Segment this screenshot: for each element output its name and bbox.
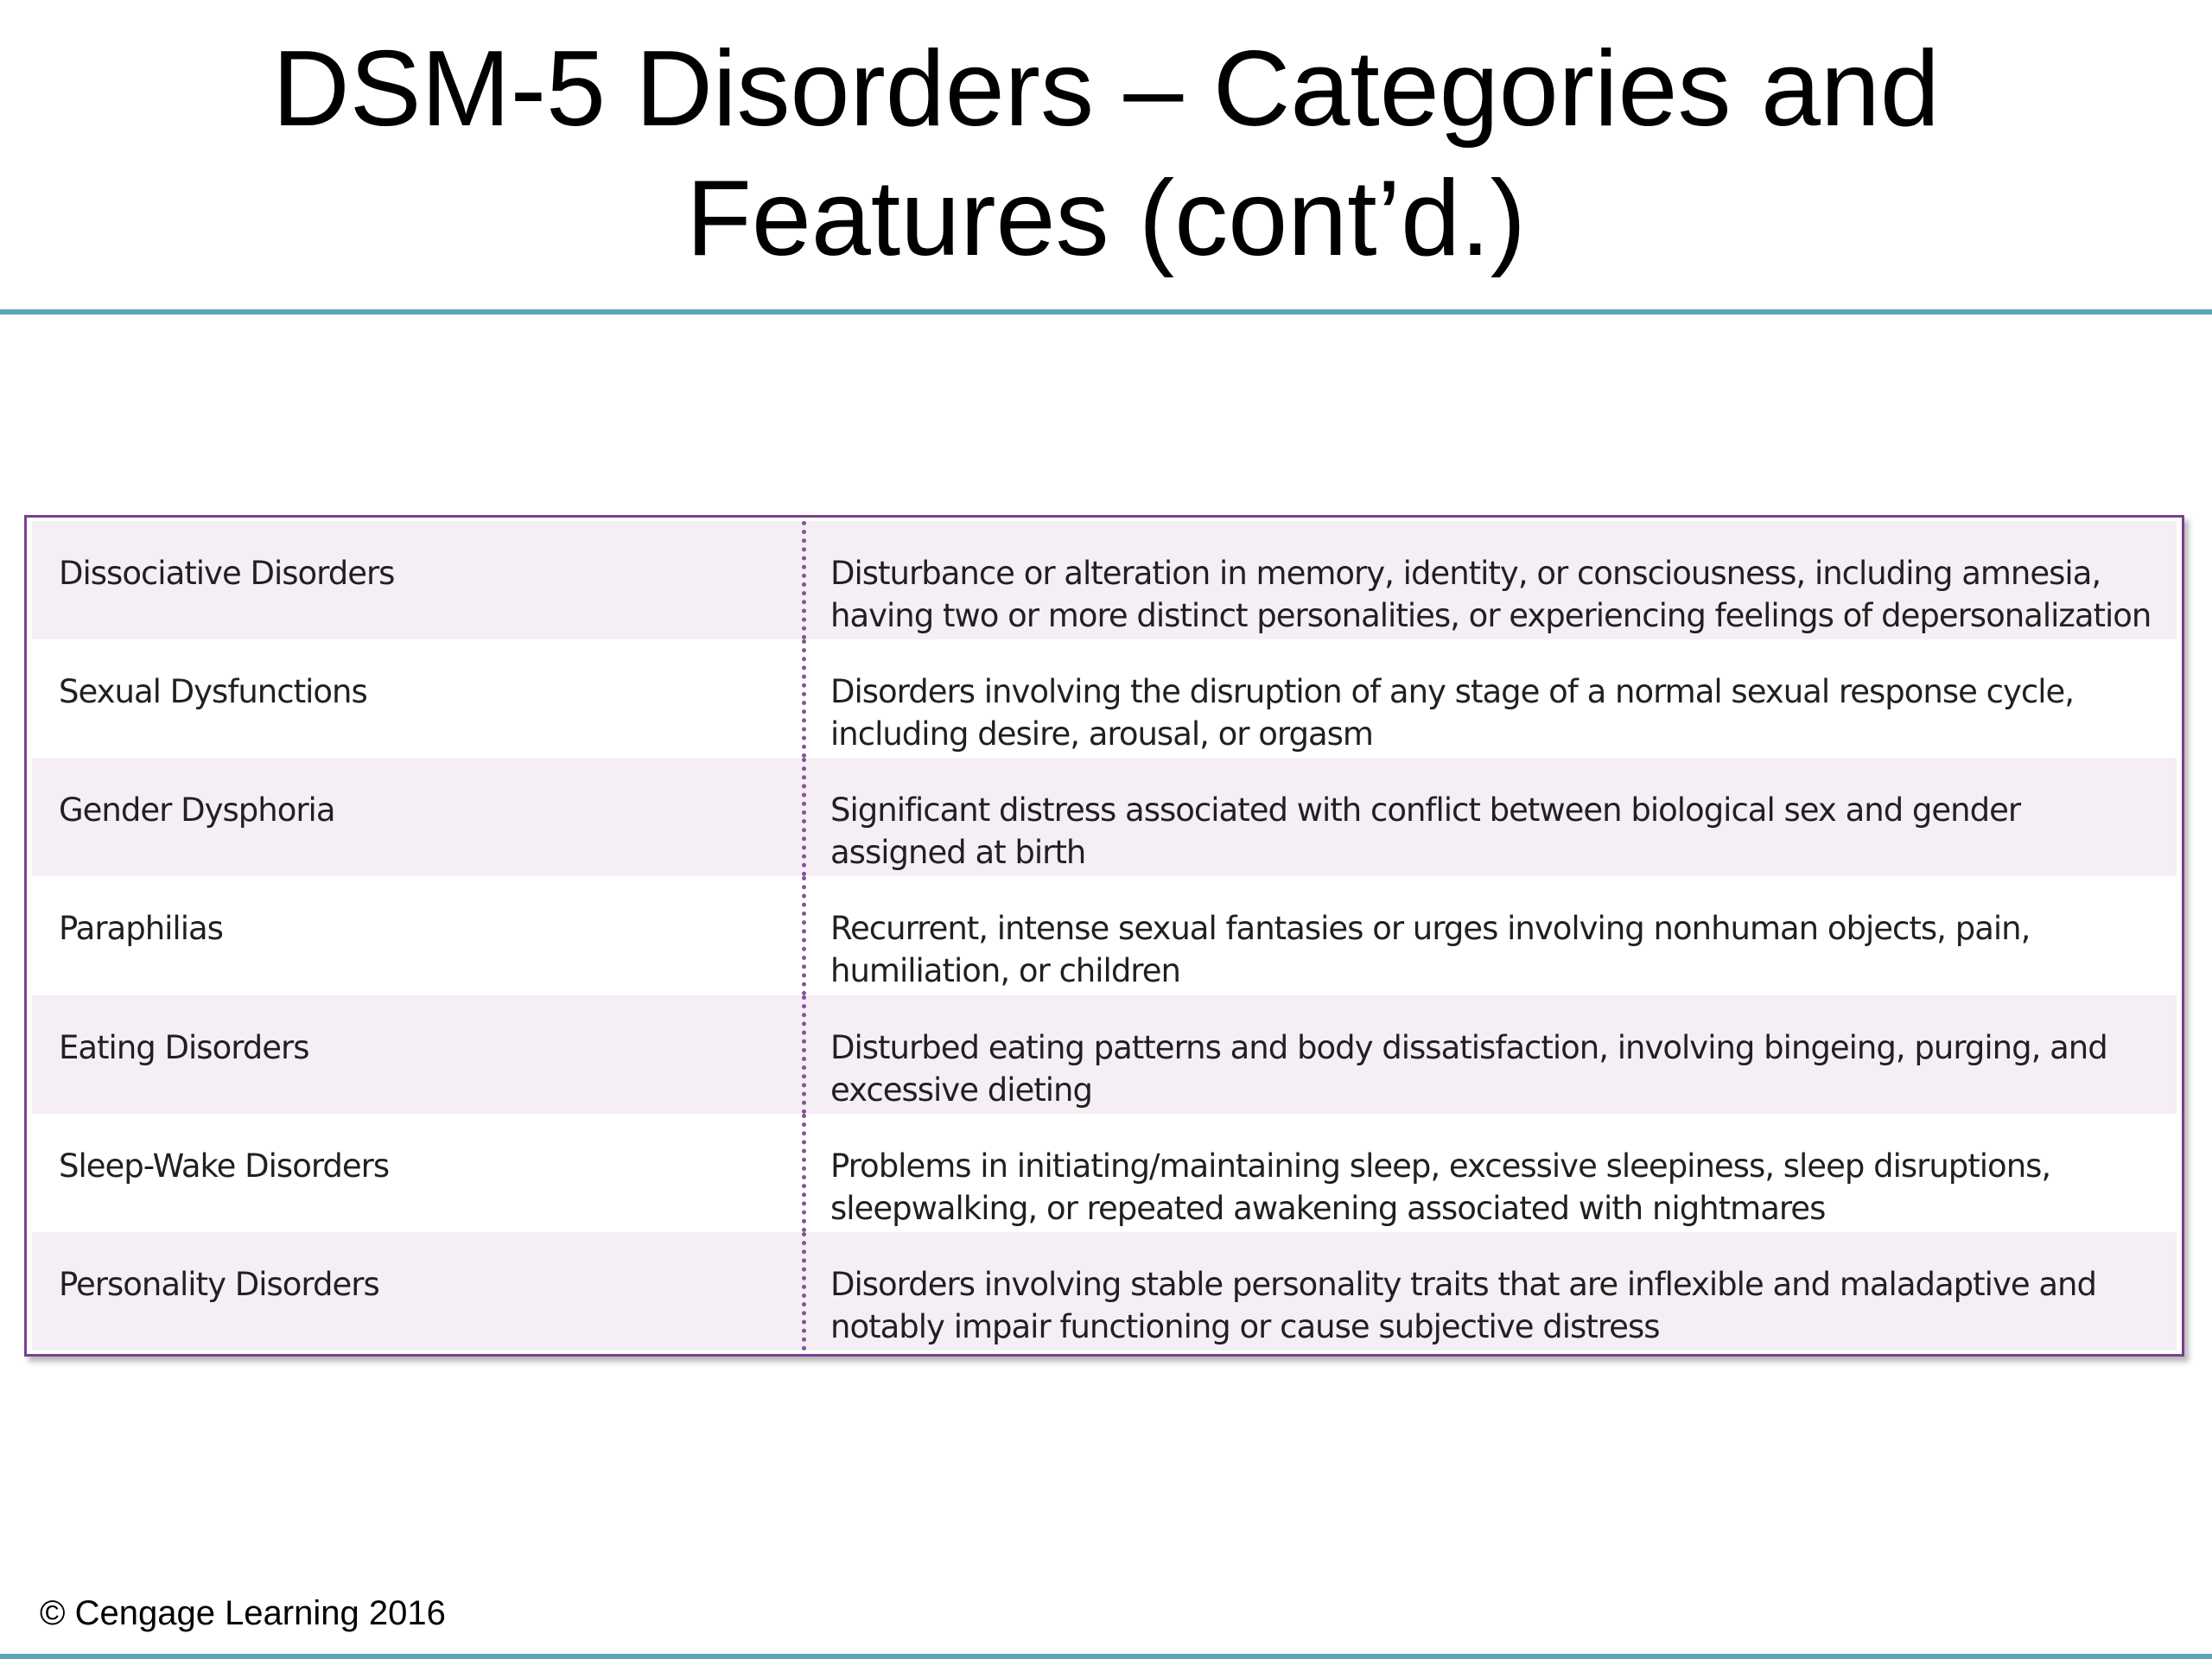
table-row	[32, 521, 2177, 639]
slide-title-line-1: DSM-5 Disorders – Categories and	[272, 29, 1940, 149]
category-cell: Sleep-Wake Disorders	[32, 1114, 804, 1232]
disorders-table-frame	[24, 515, 2184, 1357]
copyright-notice: © Cengage Learning 2016	[40, 1594, 446, 1632]
table-row	[32, 876, 2177, 995]
category-cell: Eating Disorders	[32, 995, 804, 1114]
feature-cell: Significant distress associated with conflict between biological sex and gender assigned at birth	[830, 791, 2021, 872]
table-row	[32, 639, 2177, 758]
feature-cell: Problems in initiating/maintaining sleep, excessive sleepiness, sleep disruptions, sleepwalking, or repeated awakening associated with nightmares	[830, 1147, 2051, 1227]
feature-cell: Disturbed eating patterns and body dissatisfaction, involving bingeing, purging, and excessive dieting	[830, 1028, 2107, 1109]
category-cell: Sexual Dysfunctions	[32, 639, 804, 758]
feature-cell: Disorders involving stable personality traits that are inflexible and maladaptive and notably impair functioning or cause subjective distress	[830, 1265, 2096, 1345]
category-cell: Personality Disorders	[32, 1232, 804, 1351]
table-row	[32, 1232, 2177, 1351]
category-cell: Gender Dysphoria	[32, 758, 804, 876]
disorders-table	[32, 521, 2177, 1351]
title-divider	[0, 309, 2212, 315]
feature-cell: Disturbance or alteration in memory, identity, or consciousness, including amnesia, having two or more distinct personalities, or experiencing feelings of depersonalization	[830, 555, 2152, 634]
category-cell: Paraphilias	[32, 876, 804, 995]
table-row	[32, 758, 2177, 876]
table-row	[32, 995, 2177, 1114]
slide-title	[0, 24, 2212, 283]
footer-divider	[0, 1654, 2212, 1659]
slide-title-line-2: Features (cont’d.)	[686, 159, 1526, 278]
category-cell: Dissociative Disorders	[32, 521, 804, 639]
table-row	[32, 1114, 2177, 1232]
feature-cell: Disorders involving the disruption of any stage of a normal sexual response cycle, including desire, arousal, or orgasm	[830, 673, 2075, 753]
feature-cell: Recurrent, intense sexual fantasies or urges involving nonhuman objects, pain, humiliation, or children	[830, 910, 2031, 990]
